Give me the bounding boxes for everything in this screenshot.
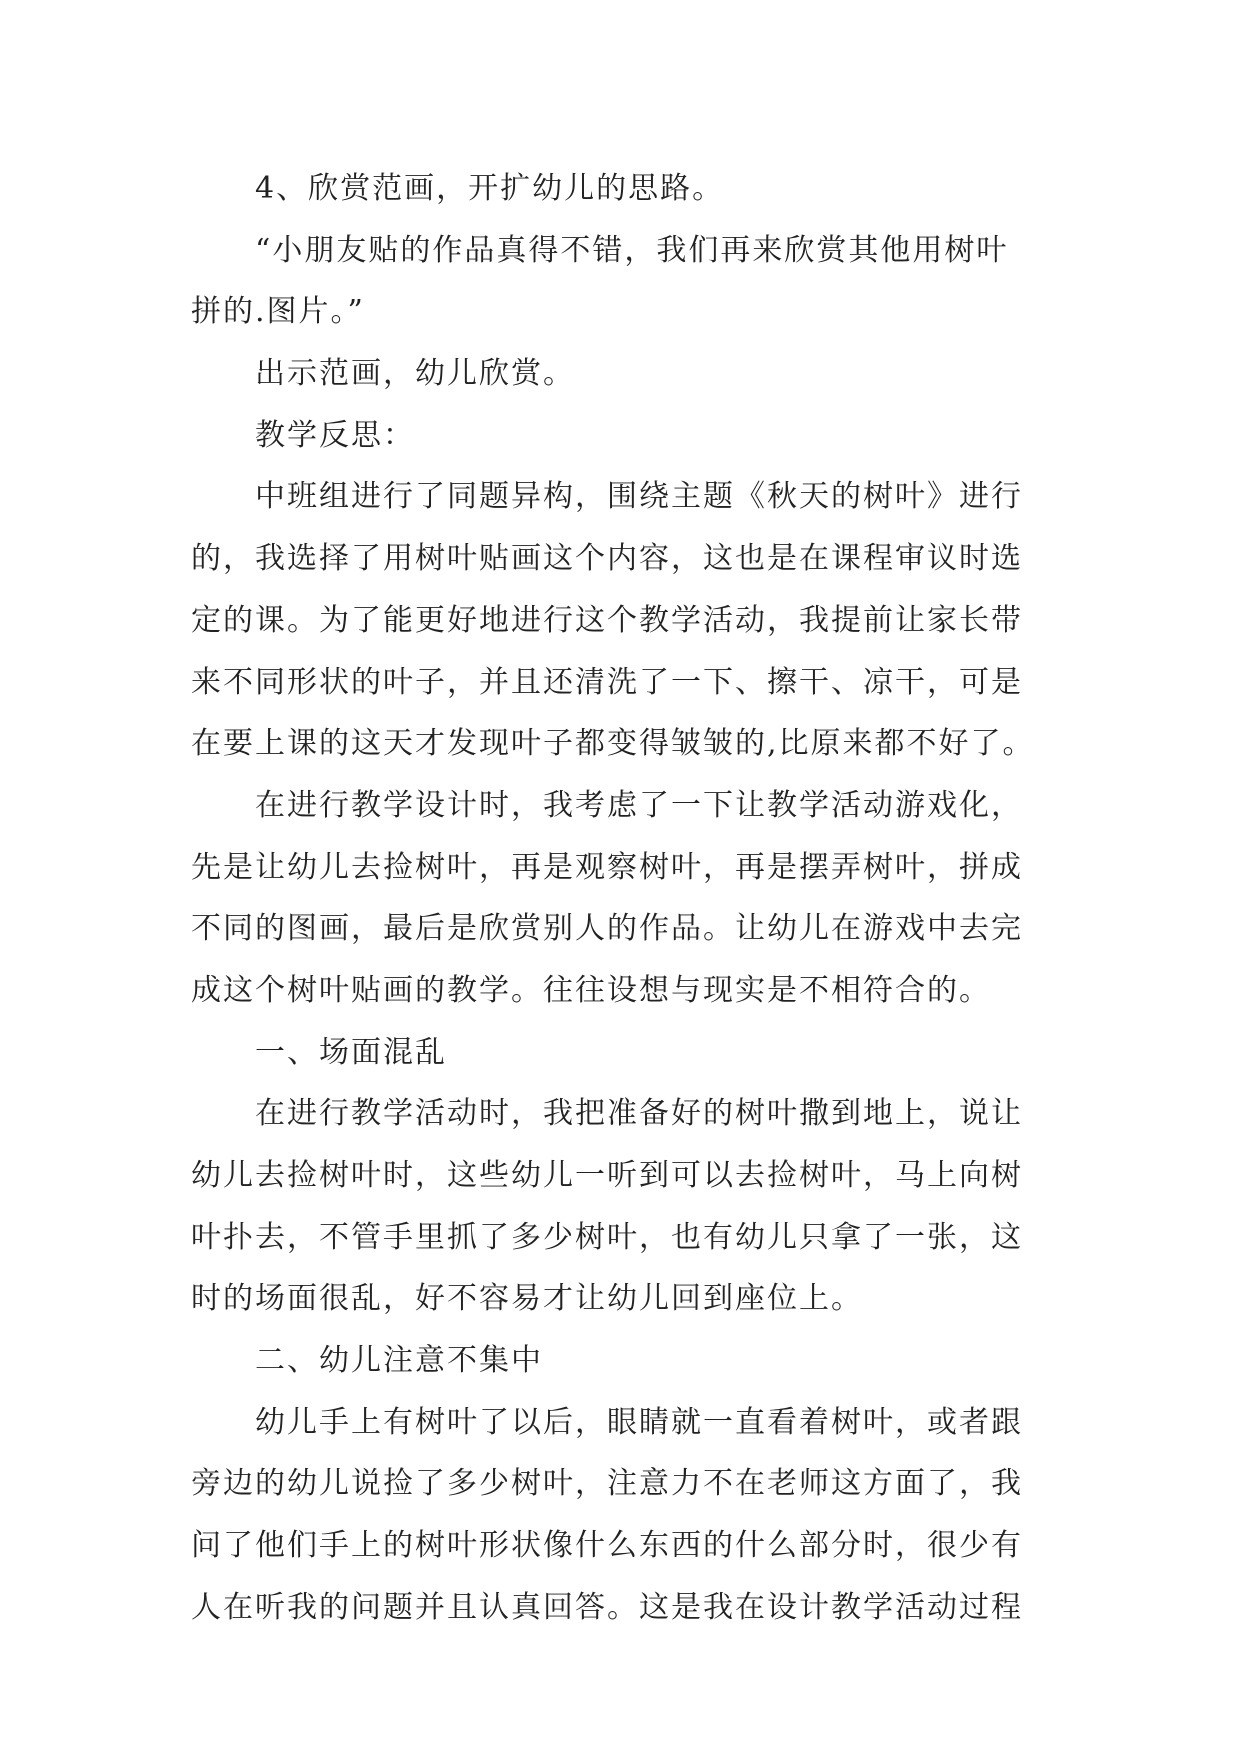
section-heading: 二、幼儿注意不集中 xyxy=(255,1343,543,1379)
text-line: 中班组进行了同题异构，围绕主题《秋天的树叶》进行 xyxy=(255,479,1023,515)
section-heading: 教学反思： xyxy=(255,417,415,453)
text-line: “小朋友贴的作品真得不错，我们再来欣赏其他用树叶 xyxy=(255,232,1009,268)
text-line: 出示范画，幼儿欣赏。 xyxy=(255,356,575,392)
text-line: 拼的.图片。” xyxy=(191,294,365,330)
text-line: 在进行教学活动时，我把准备好的树叶撒到地上，说让 xyxy=(255,1096,1023,1132)
text-line: 幼儿去捡树叶时，这些幼儿一听到可以去捡树叶，马上向树 xyxy=(191,1158,1023,1193)
text-line: 先是让幼儿去捡树叶，再是观察树叶，再是摆弄树叶，拼成 xyxy=(191,849,1023,885)
text-line: 在要上课的这天才发现叶子都变得皱皱的,比原来都不好了。 xyxy=(191,726,1035,762)
text-line: 幼儿手上有树叶了以后，眼睛就一直看着树叶，或者跟 xyxy=(255,1404,1023,1440)
document-body xyxy=(191,158,1061,1639)
text-line: 旁边的幼儿说捡了多少树叶，注意力不在老师这方面了，我 xyxy=(191,1466,1023,1502)
text-line: 时的场面很乱，好不容易才让幼儿回到座位上。 xyxy=(191,1281,863,1317)
text-line: 问了他们手上的树叶形状像什么东西的什么部分时，很少有 xyxy=(191,1528,1023,1564)
text-line: 来不同形状的叶子，并且还清洗了一下、擦干、凉干，可是 xyxy=(191,664,1023,700)
text-line: 人在听我的问题并且认真回答。这是我在设计教学活动过程 xyxy=(191,1589,1023,1625)
text-line: 的，我选择了用树叶贴画这个内容，这也是在课程审议时选 xyxy=(191,541,1023,577)
text-line: 在进行教学设计时，我考虑了一下让教学活动游戏化， xyxy=(255,787,1023,823)
text-line: 不同的图画，最后是欣赏别人的作品。让幼儿在游戏中去完 xyxy=(191,911,1023,947)
text-line: 成这个树叶贴画的教学。往往设想与现实是不相符合的。 xyxy=(191,972,991,1008)
text-line: 叶扑去，不管手里抓了多少树叶，也有幼儿只拿了一张，这 xyxy=(191,1219,1023,1255)
text-line: 定的课。为了能更好地进行这个教学活动，我提前让家长带 xyxy=(191,602,1023,638)
text-line: 4、欣赏范画，开扩幼儿的思路。 xyxy=(255,171,725,206)
section-heading: 一、场面混乱 xyxy=(255,1034,447,1070)
